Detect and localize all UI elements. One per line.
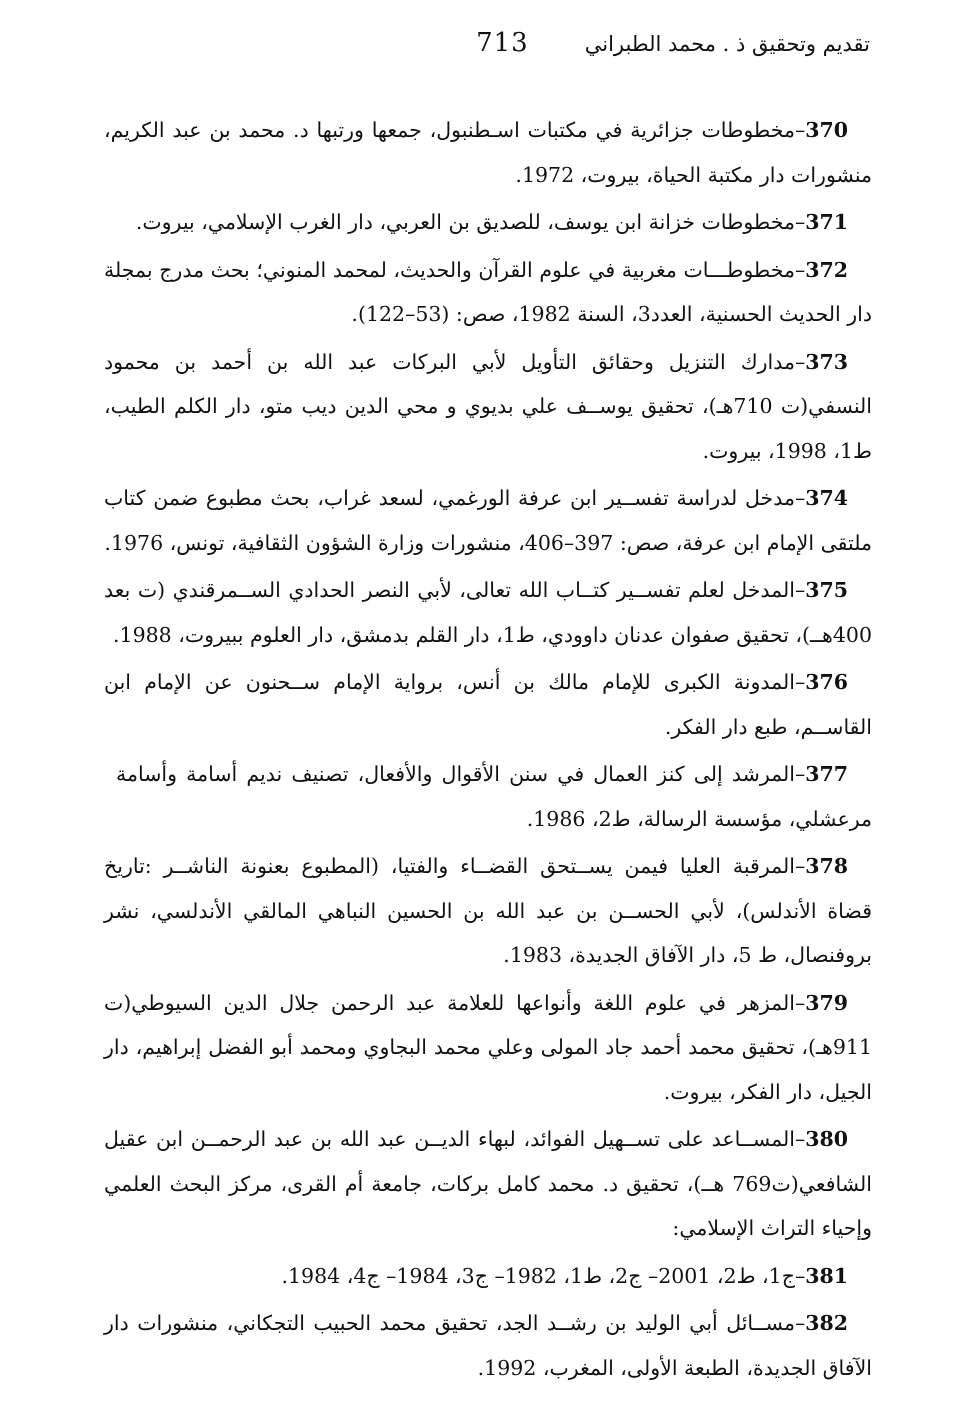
bibliography-entry <box>104 476 872 565</box>
entry-number: 382 <box>805 1311 848 1335</box>
entry-number: 373 <box>805 349 848 374</box>
entry-text: –مخطوطات جزائرية في مكتبات اسـطنبول، جمعها ورتبها د. محمد بن عبد الكريم، منشورات دار مكتبة الحياة، بيروت، 1972. <box>104 118 872 187</box>
entry-text: –المزهر في علوم اللغة وأنواعها للعلامة عبد الرحمن جلال الدين السيوطي(ت 911هـ)، تحقيق محمد أحمد جاد المولى وعلي محمد البجاوي ومحمد أبو الفضل إبراهيم، دار الجيل، دار الفكر، بيروت. <box>104 990 872 1104</box>
entry-text: –مخطوطـــات مغربية في علوم القرآن والحديث، لمحمد المنوني؛ بحث مدرج بمجلة دار الحديث الحسنية، العدد3، السنة 1982، صص: (53–122). <box>104 257 872 326</box>
page-header <box>100 28 870 58</box>
bibliography-entry <box>104 248 872 337</box>
entry-number: 370 <box>805 118 848 142</box>
entry-text: –ج1، ط2، 2001– ج2، ط1، 1982– ج3، 1984– ج4، 1984. <box>281 1263 806 1288</box>
page-number: 713 <box>476 28 529 58</box>
entry-text: –المرشد إلى كنز العمال في سنن الأقوال والأفعال، تصنيف نديم أسامة وأسامة مرعشلي، مؤسسة الرسالة، ط2، 1986. <box>116 762 872 831</box>
entry-text: –المرقبة العليا فيمن يســتحق القضــاء والفتيا، (المطبوع بعنونة الناشــر :تاريخ قضاة الأندلس)، لأبي الحســن بن عبد الله بن الحسين النباهي المالقي الأندلسي، نشر بروفنصال، ط 5، دار الآفاق الجديدة، 1983. <box>104 854 872 967</box>
bibliography-entry <box>104 200 872 245</box>
entry-number: 377 <box>805 762 848 786</box>
entry-number: 376 <box>805 670 848 694</box>
bibliography-entry <box>104 568 872 657</box>
entry-number: 375 <box>805 578 848 602</box>
bibliography-entry <box>104 1301 872 1390</box>
entry-number: 381 <box>805 1263 848 1288</box>
bibliography-list <box>104 108 872 1393</box>
bibliography-entry <box>104 340 872 474</box>
entry-text: –مســائل أبي الوليد بن رشــد الجد، تحقيق محمد الحبيب التجكاني، منشورات دار الآفاق الجديدة، الطبعة الأولى، المغرب، 1992. <box>104 1311 872 1380</box>
bibliography-entry <box>104 108 872 197</box>
entry-text: –المدونة الكبرى للإمام مالك بن أنس، برواية الإمام ســحنون عن الإمام ابن القاســم، طبع دار الفكر. <box>104 670 872 739</box>
bibliography-entry <box>104 844 872 978</box>
entry-number: 379 <box>805 990 848 1015</box>
entry-number: 371 <box>805 210 848 234</box>
running-title: تقديم وتحقيق ذ . محمد الطبراني <box>584 32 870 56</box>
entry-text: –مدخل لدراسة تفســير ابن عرفة الورغمي، لسعد غراب، بحث مطبوع ضمن كتاب ملتقى الإمام ابن عرفة، صص: 397–406، منشورات وزارة الشؤون الثقافية، تونس، 1976. <box>104 486 872 555</box>
bibliography-entry <box>116 752 872 841</box>
bibliography-entry <box>104 1254 872 1299</box>
entry-text: –مخطوطات خزانة ابن يوسف، للصديق بن العربي، دار الغرب الإسلامي، بيروت. <box>135 210 806 234</box>
bibliography-entry <box>104 1117 872 1251</box>
entry-text: –المدخل لعلم تفســير كتــاب الله تعالى، لأبي النصر الحدادي الســمرقندي (ت بعد 400هــ)، تحقيق صفوان عدنان داوودي، ط1، دار القلم بدمشق، دار العلوم ببيروت، 1988. <box>104 578 872 647</box>
bibliography-entry <box>104 660 872 749</box>
entry-text: –المســاعد على تســهيل الفوائد، لبهاء الديــن عبد الله بن عبد الرحمــن ابن عقيل الشافعي(ت769 هــ)، تحقيق د. محمد كامل بركات، جامعة أم القرى، مركز البحث العلمي وإحياء التراث الإسلامي: <box>104 1127 872 1240</box>
entry-number: 378 <box>805 854 848 878</box>
entry-number: 374 <box>805 486 848 510</box>
bibliography-entry <box>104 981 872 1115</box>
entry-number: 372 <box>805 257 848 282</box>
entry-text: –مدارك التنزيل وحقائق التأويل لأبي البركات عبد الله بن أحمد بن محمود النسفي(ت 710هـ)، تحقيق يوســف علي بديوي و محي الدين ديب متو، دار الكلم الطيب، ط1، 1998، بيروت. <box>104 349 872 463</box>
entry-number: 380 <box>805 1127 848 1151</box>
